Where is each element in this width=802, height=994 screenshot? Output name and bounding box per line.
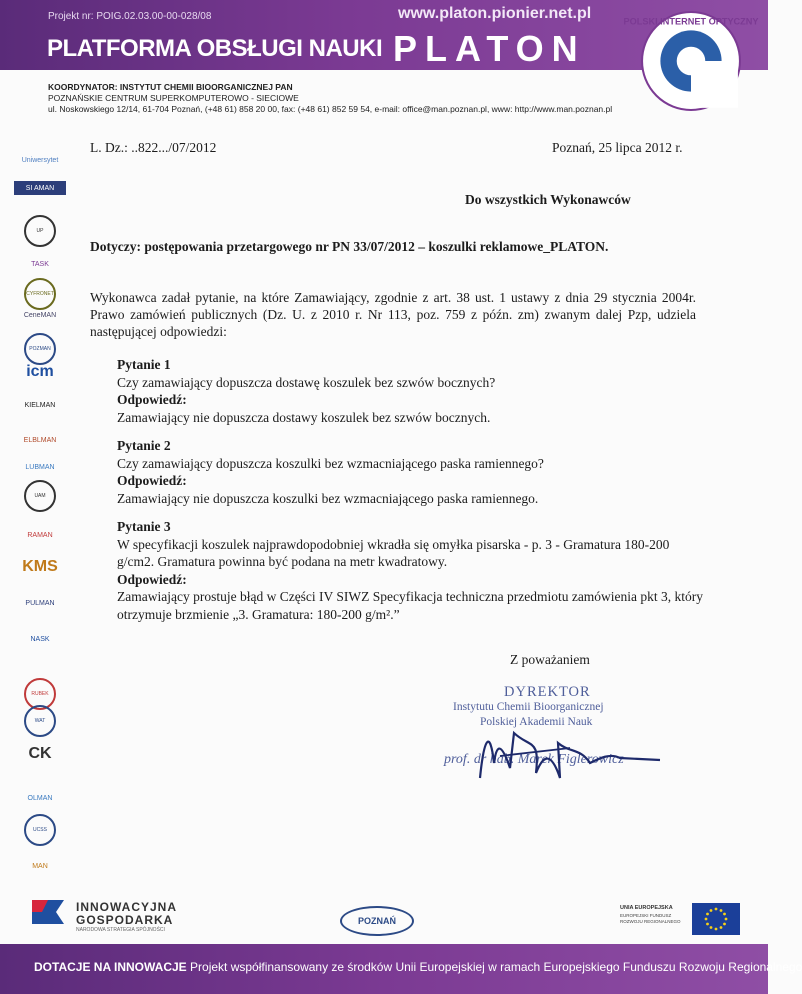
poznan-logo: POZNAŃ	[340, 906, 414, 936]
stamp-name: prof. dr hab. Marek Figlerowicz	[444, 752, 624, 767]
stamp-institute-line1: Instytutu Chemii Bioorganicznej	[453, 701, 604, 713]
partner-logo-uam: UAM	[24, 480, 56, 512]
qa-block-1	[117, 356, 717, 426]
innovation-logo-line1: INNOWACYJNA	[76, 900, 178, 914]
reference-number: L. Dz.: ..822.../07/2012	[90, 140, 217, 155]
answer-text: Zamawiający prostuje błąd w Części IV SIWZ Specyfikacja techniczna przedmiotu zamówienia pkt 3, który otrzymuje brzmienie „3. Gramatura: 180-200 g/m².”	[117, 589, 704, 622]
project-number: Projekt nr: POIG.02.03.00-00-028/08	[48, 11, 212, 22]
question-label: Pytanie 1	[117, 357, 171, 372]
partner-logo-ck: CK	[28, 745, 52, 762]
place-date: Poznań, 25 lipca 2012 r.	[552, 140, 683, 155]
partner-logo-si-aman: SI AMAN	[14, 181, 66, 195]
coordinator-line2: POZNAŃSKIE CENTRUM SUPERKOMPUTEROWO - SIECIOWE	[48, 93, 299, 103]
coordinator-block	[48, 82, 612, 115]
answer-text: Zamawiający nie dopuszcza koszulki bez wzmacniającego paska ramiennego.	[117, 490, 539, 506]
question-label: Pytanie 2	[117, 438, 171, 453]
question-label: Pytanie 3	[117, 519, 171, 534]
partner-logo-task: TASK	[31, 260, 49, 268]
optical-internet-seal-icon	[623, 10, 759, 112]
footer-banner	[0, 944, 802, 994]
footer-bold: DOTACJE NA INNOWACJE	[34, 960, 187, 974]
coordinator-line1: KOORDYNATOR: INSTYTUT CHEMII BIOORGANICZNEJ PAN	[48, 82, 293, 92]
eu-label: UNIA EUROPEJSKA	[620, 905, 673, 911]
innovation-logo-line3: NARODOWA STRATEGIA SPÓJNOŚCI	[76, 927, 165, 933]
partner-logo-olman: OLMAN	[27, 794, 53, 802]
eu-fund-label: EUROPEJSKI FUNDUSZ ROZWOJU REGIONALNEGO	[620, 913, 681, 924]
body-paragraph: Wykonawca zadał pytanie, na które Zamawiający, zgodnie z art. 38 ust. 1 ustawy z dnia 29 stycznia 2004r. Prawo zamówień publicznych (Dz. U. z 2010 r. Nr 113, poz. 759 z późn. zm) zwanym dalej Pzp, udziela następującej odpowiedzi:	[90, 290, 696, 339]
question-text: Czy zamawiający dopuszcza koszulki bez wzmacniającego paska ramiennego?	[117, 455, 544, 471]
partner-logo-rubek: RUBEK	[24, 678, 56, 710]
qa-block-3	[117, 518, 707, 623]
footer-text	[34, 960, 802, 974]
partner-logo-man: MAN	[32, 862, 48, 870]
addressee: Do wszystkich Wykonawców	[465, 192, 631, 207]
partner-logo-nask: NASK	[30, 635, 50, 643]
question-text: Czy zamawiający dopuszcza dostawę koszulek bez szwów bocznych?	[117, 374, 496, 390]
coordinator-line3: ul. Noskowskiego 12/14, 61-704 Poznań, (+48 61) 858 20 00, fax: (+48 61) 852 59 54, e-mail: office@man.poznan.pl, www: http://www.man.poznan.pl	[48, 104, 613, 114]
partner-logo-up: UP	[24, 215, 56, 247]
question-text: W specyfikacji koszulek najprawdopodobniej wkradła się omyłka pisarska - p. 3 - Gramatura 180-200 g/cm2. Gramatura powinna być podana na metr kwadratowy.	[117, 536, 670, 569]
partner-logo-ucss: UCSS	[24, 814, 56, 846]
partner-logo-uniwersytet: Uniwersytet	[21, 156, 59, 164]
innovation-flag-icon	[28, 896, 68, 926]
closing: Z poważaniem	[510, 652, 590, 667]
stamp-title: DYREKTOR	[504, 684, 591, 700]
qa-block-2	[117, 437, 717, 507]
partner-logo-pulman: PULMAN	[25, 599, 55, 607]
partner-logo-elblman: ELBLMAN	[23, 436, 57, 444]
footer-body: Projekt współfinansowany ze środków Unii Europejskiej w ramach Europejskiego Funduszu Rozwoju Regionalnego	[186, 960, 802, 974]
platon-logo-text: PLATON	[393, 28, 586, 69]
answer-text: Zamawiający nie dopuszcza dostawy koszulek bez szwów bocznych.	[117, 409, 491, 425]
eu-flag-icon	[692, 903, 740, 935]
partner-logo-kielman: KIELMAN	[24, 401, 56, 409]
answer-label: Odpowiedź:	[117, 571, 187, 587]
seal-text: POLSKI INTERNET OPTYCZNY	[623, 16, 759, 27]
subject-line: Dotyczy: postępowania przetargowego nr PN 33/07/2012 – koszulki reklamowe_PLATON.	[90, 239, 609, 254]
partner-logo-ceneman: CeneMAN	[23, 311, 57, 319]
platon-url: www.platon.pionier.net.pl	[398, 5, 592, 22]
partner-logo-lubman: LUBMAN	[25, 463, 55, 471]
partner-logo-kms: KMS	[22, 558, 58, 575]
stamp-institute-line2: Polskiej Akademii Nauk	[480, 716, 593, 728]
partner-logo-cyfronet: CYFRONET	[24, 278, 56, 310]
answer-label: Odpowiedź:	[117, 473, 187, 488]
handwritten-signature-icon	[470, 718, 670, 798]
partner-logo-raman: RAMAN	[27, 531, 53, 539]
partner-logo-wat: WAT	[24, 705, 56, 737]
innovation-logo-line2: GOSPODARKA	[76, 913, 174, 927]
answer-label: Odpowiedź:	[117, 392, 187, 407]
partner-logo-icm: icm	[26, 363, 54, 380]
letterhead-title: PLATFORMA OBSŁUGI NAUKI	[47, 35, 383, 62]
partner-logo-pozman: POZMAN	[24, 333, 56, 365]
